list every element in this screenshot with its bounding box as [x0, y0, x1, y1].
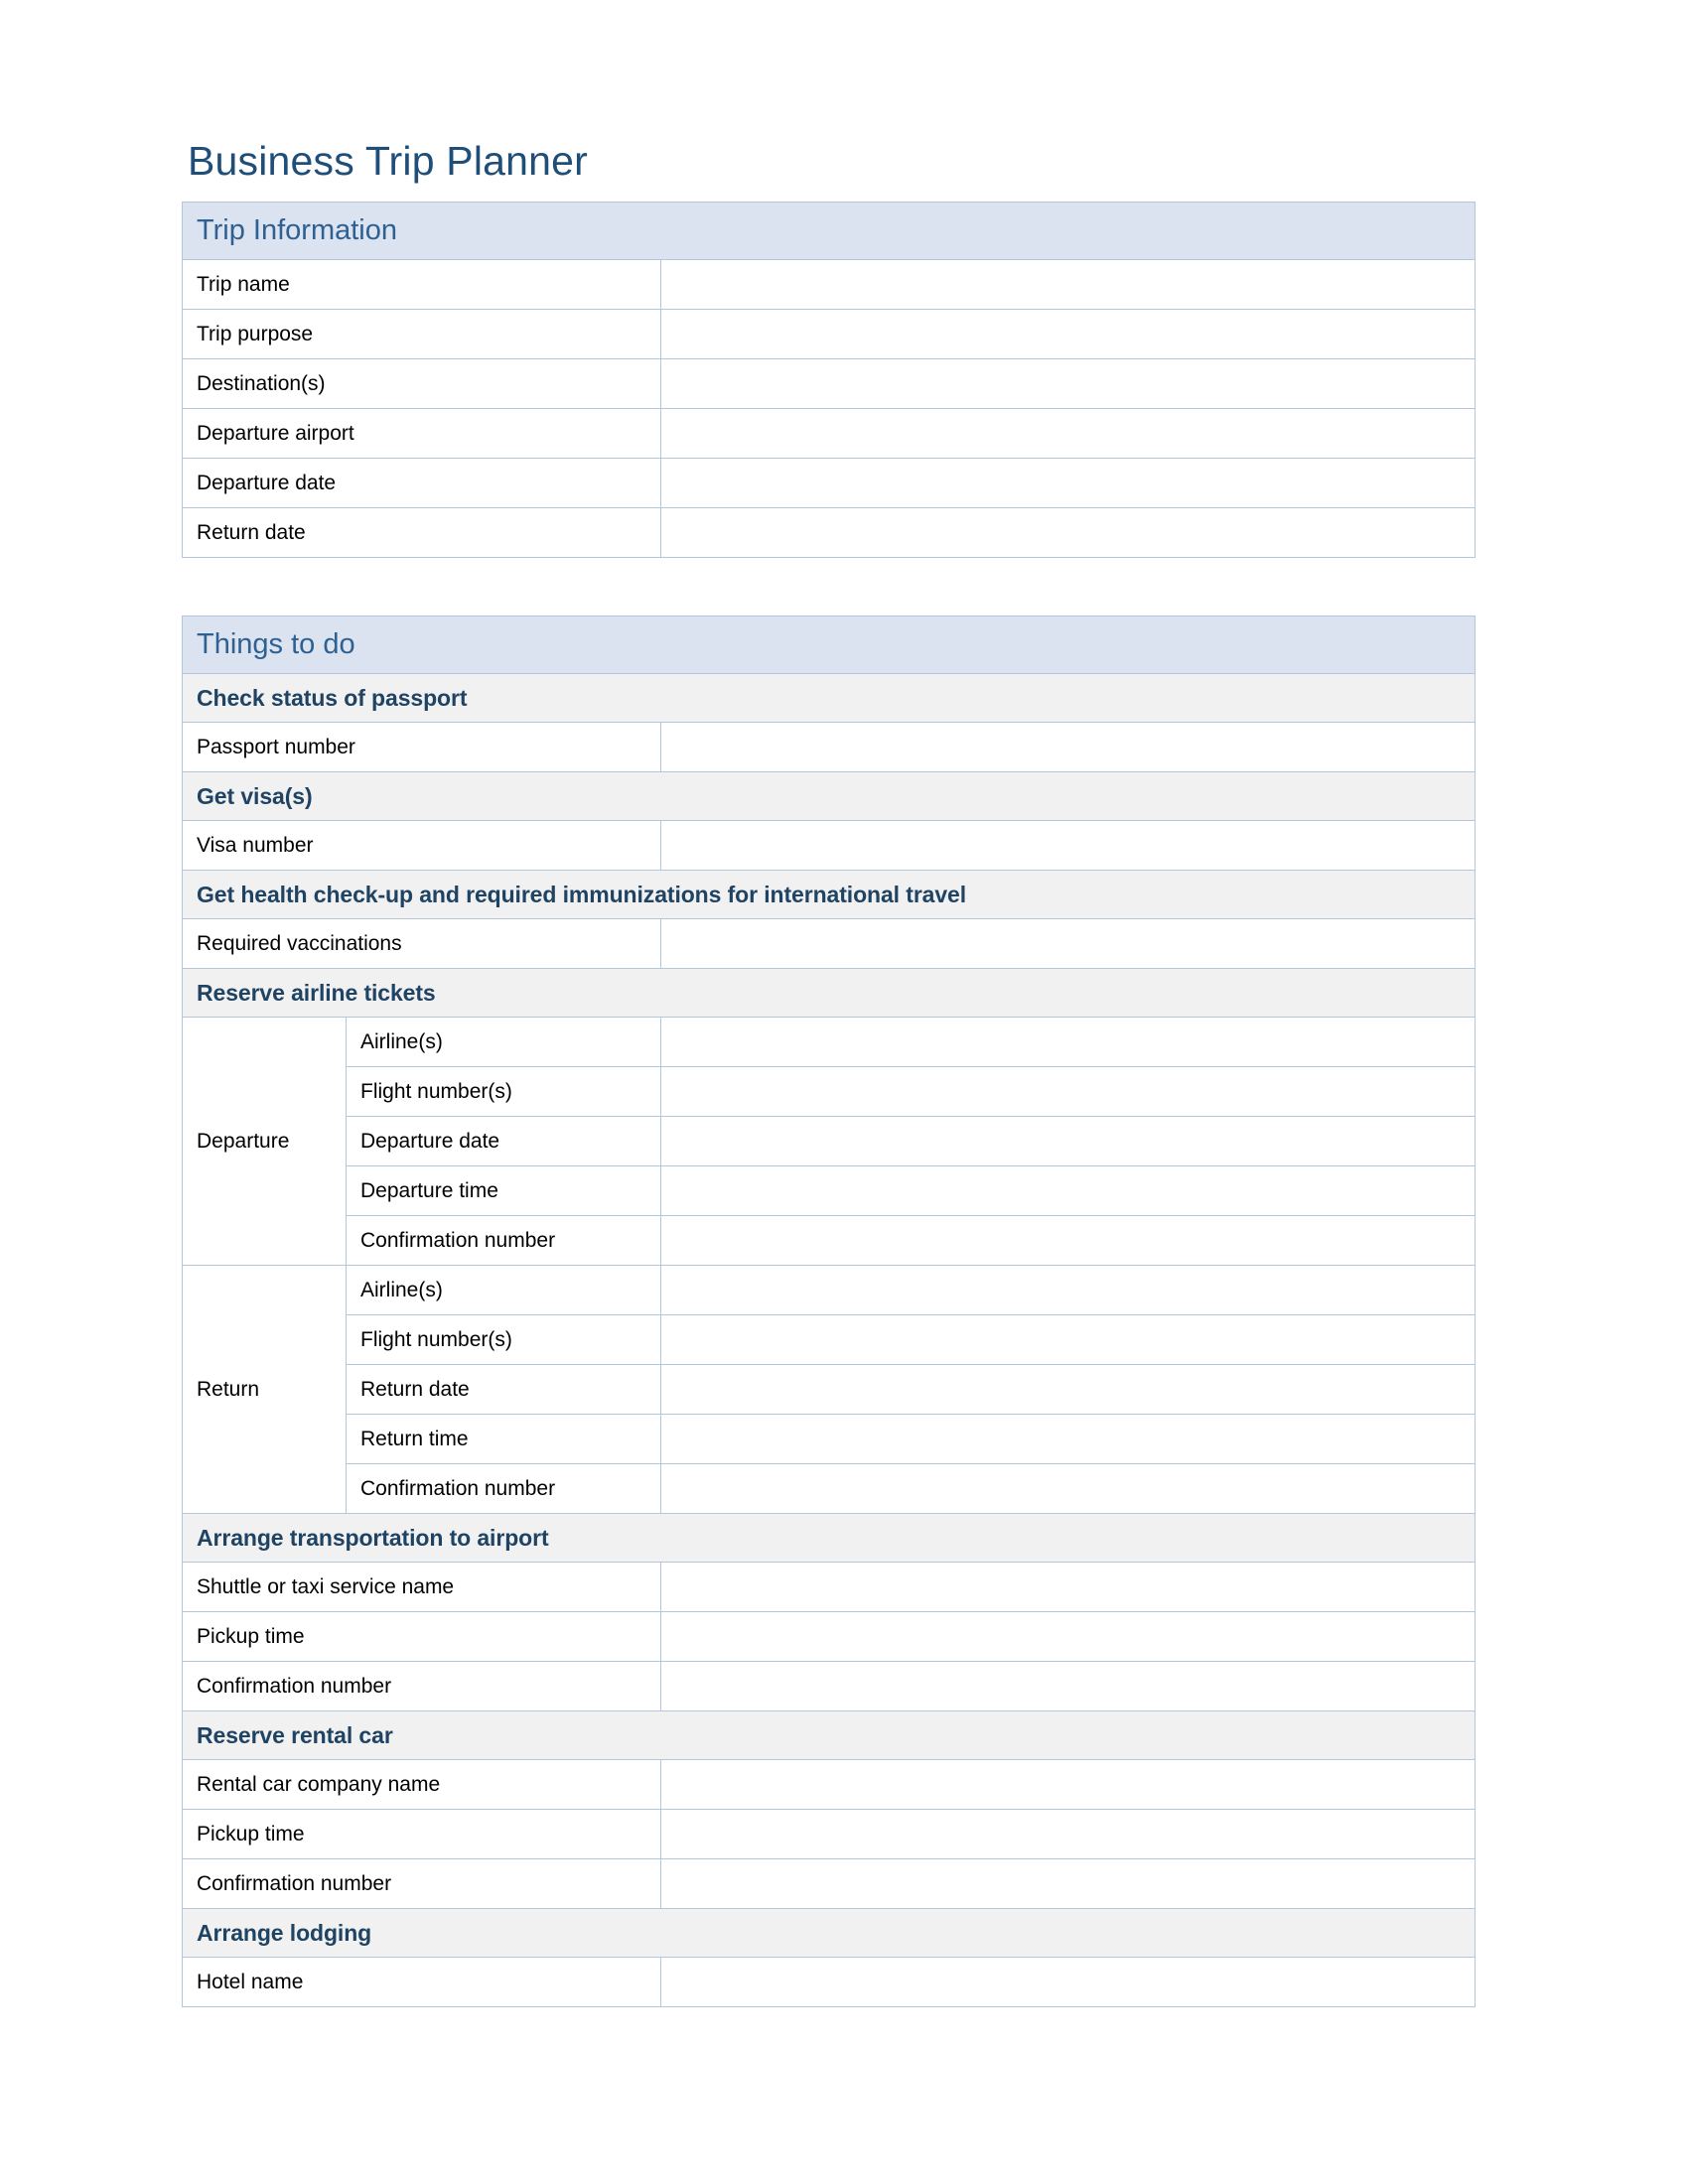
row-value-cell[interactable]: [661, 359, 1476, 409]
table-row: [183, 1760, 1476, 1810]
row-label-cell: [183, 1563, 661, 1612]
row-label: Departure airport: [197, 422, 354, 446]
table-row: [183, 1612, 1476, 1662]
table-row: [183, 821, 1476, 871]
table-row: [183, 1216, 1476, 1266]
row-label-cell: [183, 821, 661, 871]
row-label: Flight number(s): [360, 1328, 512, 1352]
row-label: Return time: [360, 1428, 469, 1451]
subsection-heading-label: Get health check-up and required immunizations for international travel: [197, 881, 967, 907]
subsection-heading-label: Arrange transportation to airport: [197, 1524, 549, 1551]
row-label-cell: [183, 1662, 661, 1711]
table-row: [183, 1315, 1476, 1365]
row-label: Shuttle or taxi service name: [197, 1575, 455, 1599]
table-row: [183, 919, 1476, 969]
row-label: Airline(s): [360, 1030, 443, 1054]
things-to-do-table: [182, 615, 1476, 2007]
row-value-cell[interactable]: [661, 919, 1476, 969]
row-label: Destination(s): [197, 372, 326, 396]
row-label-cell: [183, 459, 661, 508]
row-label-cell: [183, 1760, 661, 1810]
row-label-cell: [347, 1216, 661, 1266]
subsection-heading-label: Reserve rental car: [197, 1721, 393, 1748]
subsection-heading-label: Arrange lodging: [197, 1919, 372, 1946]
row-value-cell[interactable]: [661, 1810, 1476, 1859]
row-value-cell[interactable]: [661, 1117, 1476, 1166]
table-row: [183, 1662, 1476, 1711]
subsection-heading-visa: [183, 772, 1476, 821]
table-row: [183, 1365, 1476, 1415]
subsection-heading-lodging: [183, 1909, 1476, 1958]
table-row: [183, 1117, 1476, 1166]
row-label: Rental car company name: [197, 1773, 441, 1797]
row-value-cell[interactable]: [661, 1464, 1476, 1514]
table-row: [183, 310, 1476, 359]
trip-information-band: [183, 203, 1476, 260]
trip-information-table: [182, 202, 1476, 558]
row-label-cell: [183, 1612, 661, 1662]
row-label-cell: [183, 508, 661, 558]
row-value-cell[interactable]: [661, 1612, 1476, 1662]
row-value-cell[interactable]: [661, 1563, 1476, 1612]
group-label-cell-return: [183, 1266, 347, 1514]
subsection-heading-row: [183, 1909, 1476, 1958]
row-value-cell[interactable]: [661, 459, 1476, 508]
row-label: Return date: [197, 521, 306, 545]
row-value-cell[interactable]: [661, 1315, 1476, 1365]
table-row: [183, 723, 1476, 772]
table-row: [183, 1067, 1476, 1117]
subsection-heading-health: [183, 871, 1476, 919]
subsection-heading-transportation: [183, 1514, 1476, 1563]
subsection-heading-row: [183, 1711, 1476, 1760]
row-label: Hotel name: [197, 1971, 304, 1994]
row-label: Airline(s): [360, 1279, 443, 1302]
table-row: [183, 359, 1476, 409]
row-value-cell[interactable]: [661, 1415, 1476, 1464]
row-label: Pickup time: [197, 1625, 305, 1649]
row-value-cell[interactable]: [661, 1760, 1476, 1810]
row-label: Confirmation number: [197, 1675, 392, 1699]
row-value-cell[interactable]: [661, 1365, 1476, 1415]
row-value-cell[interactable]: [661, 1662, 1476, 1711]
row-label: Visa number: [197, 834, 314, 858]
row-value-cell[interactable]: [661, 1067, 1476, 1117]
row-label: Passport number: [197, 736, 355, 759]
row-label-cell: [183, 1810, 661, 1859]
table-row: [183, 1958, 1476, 2007]
row-value-cell[interactable]: [661, 821, 1476, 871]
row-label-cell: [347, 1464, 661, 1514]
subsection-heading-row: [183, 871, 1476, 919]
row-label: Pickup time: [197, 1823, 305, 1846]
page-title: Business Trip Planner: [188, 138, 589, 184]
row-value-cell[interactable]: [661, 409, 1476, 459]
row-label-cell: [183, 359, 661, 409]
row-value-cell[interactable]: [661, 1859, 1476, 1909]
row-label: Required vaccinations: [197, 932, 402, 956]
subsection-heading-row: [183, 1514, 1476, 1563]
things-to-do-band: [183, 616, 1476, 674]
row-label-cell: [183, 260, 661, 310]
group-label: Departure: [197, 1130, 290, 1154]
row-label: Confirmation number: [360, 1477, 556, 1501]
things-to-do-band-label: Things to do: [197, 628, 355, 661]
row-value-cell[interactable]: [661, 1266, 1476, 1315]
things-to-do-body: [183, 616, 1476, 2007]
row-label-cell: [347, 1415, 661, 1464]
trip-information-body: [183, 203, 1476, 558]
row-label: Confirmation number: [360, 1229, 556, 1253]
row-label: Departure date: [360, 1130, 500, 1154]
table-row: [183, 409, 1476, 459]
row-label-cell: [347, 1067, 661, 1117]
row-label: Departure time: [360, 1179, 498, 1203]
row-label-cell: [183, 1958, 661, 2007]
row-label-cell: [347, 1018, 661, 1067]
row-label-cell: [183, 723, 661, 772]
row-label-cell: [347, 1166, 661, 1216]
table-row: [183, 260, 1476, 310]
table-row: [183, 1415, 1476, 1464]
trip-information-band-row: [183, 203, 1476, 260]
row-label-cell: [347, 1315, 661, 1365]
trip-information-band-label: Trip Information: [197, 214, 397, 247]
subsection-heading-row: [183, 674, 1476, 723]
table-row: [183, 1166, 1476, 1216]
section-gap: [182, 558, 1475, 615]
subsection-heading-row: [183, 772, 1476, 821]
subsection-heading-airline: [183, 969, 1476, 1018]
subsection-heading-label: Check status of passport: [197, 684, 468, 711]
row-label: Flight number(s): [360, 1080, 512, 1104]
table-row: [183, 1464, 1476, 1514]
row-label: Trip purpose: [197, 323, 314, 346]
row-label-cell: [183, 310, 661, 359]
row-label: Return date: [360, 1378, 470, 1402]
table-row: [183, 1563, 1476, 1612]
table-row: [183, 459, 1476, 508]
row-value-cell[interactable]: [661, 1216, 1476, 1266]
row-label-cell: [183, 409, 661, 459]
row-value-cell[interactable]: [661, 310, 1476, 359]
row-label: Trip name: [197, 273, 290, 297]
row-value-cell[interactable]: [661, 508, 1476, 558]
table-row: [183, 508, 1476, 558]
things-to-do-band-row: [183, 616, 1476, 674]
row-label-cell: [347, 1117, 661, 1166]
row-value-cell[interactable]: [661, 1958, 1476, 2007]
row-label-cell: [183, 919, 661, 969]
row-value-cell[interactable]: [661, 1166, 1476, 1216]
row-label-cell: [347, 1365, 661, 1415]
subsection-heading-label: Get visa(s): [197, 782, 313, 809]
subsection-heading-rental-car: [183, 1711, 1476, 1760]
group-label: Return: [197, 1378, 260, 1402]
row-label: Departure date: [197, 472, 337, 495]
subsection-heading-passport: [183, 674, 1476, 723]
subsection-heading-label: Reserve airline tickets: [197, 979, 436, 1006]
table-row: [183, 1266, 1476, 1315]
table-row: [183, 1859, 1476, 1909]
table-row: [183, 1810, 1476, 1859]
row-value-cell[interactable]: [661, 1018, 1476, 1067]
subsection-heading-row: [183, 969, 1476, 1018]
row-label: Confirmation number: [197, 1872, 392, 1896]
table-row: [183, 1018, 1476, 1067]
group-label-cell-departure: [183, 1018, 347, 1266]
row-value-cell[interactable]: [661, 723, 1476, 772]
row-label-cell: [183, 1859, 661, 1909]
row-label-cell: [347, 1266, 661, 1315]
row-value-cell[interactable]: [661, 260, 1476, 310]
